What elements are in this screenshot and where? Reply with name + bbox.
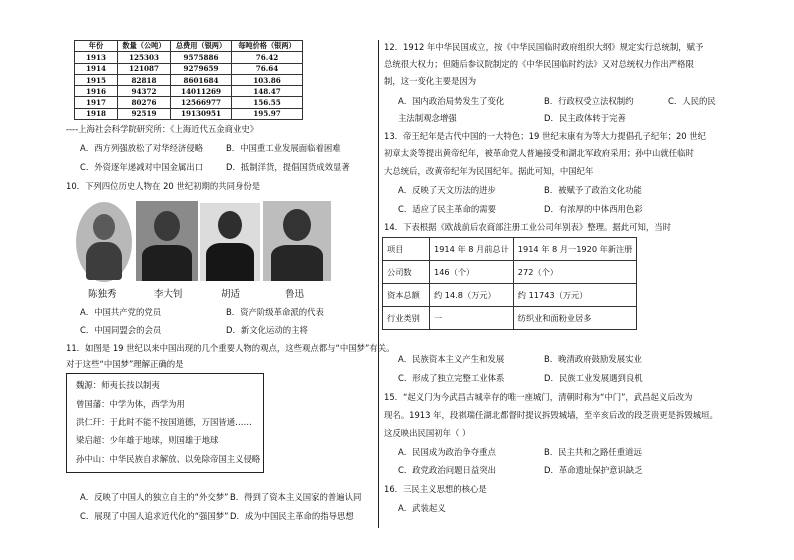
table-cell: 148.47 — [232, 86, 303, 97]
table-cell: 80276 — [118, 97, 171, 108]
q11-option-c[interactable]: C．展现了中国人追求近代化的“强国梦” — [80, 511, 229, 521]
table-row — [383, 238, 637, 261]
table-cell: 1918 — [75, 108, 118, 119]
q12-option-b[interactable]: B．行政权受立法权制约 — [544, 96, 634, 106]
quote-liang-qichao: 梁启超：少年雄于地球，则国雄于地球 — [76, 435, 219, 445]
q16-option-a[interactable]: A．武装起义 — [398, 503, 446, 513]
q14-stem: 14．下表根据《欧战前后农商部注册工业公司年别表》整理。据此可知，当时 — [384, 222, 672, 232]
table-row — [75, 63, 303, 74]
q12-option-a[interactable]: A．国内政治局势发生了变化 — [398, 96, 505, 106]
table-cell: 121087 — [118, 63, 171, 74]
q15-stem-line2: 现名。1913 年，段祺瑞任湖北都督时提议拆毁城墙，至辛亥后改的段芝贵更是拆毁城垣。 — [384, 410, 718, 420]
q12-option-c-cont: 主法制观念增强 — [398, 113, 457, 123]
table-cell: 1915 — [75, 74, 118, 85]
table-cell: 约 14.8（万元） — [430, 284, 514, 307]
table-cell: 195.97 — [232, 108, 303, 119]
q10-option-a[interactable]: A．中国共产党的党员 — [80, 307, 162, 317]
q12-stem-line2: 总统很大权力；但随后参议院制定的《中华民国临时约法》又对总统权力作出严格限 — [384, 59, 694, 69]
table-cell: 19130951 — [171, 108, 232, 119]
q12-stem-line3: 制，这一变化主要是因为 — [384, 76, 477, 86]
q10-option-b[interactable]: B．资产阶级革命派的代表 — [226, 307, 324, 317]
portrait-li-dazhao — [136, 201, 198, 281]
table-row — [383, 307, 637, 330]
q16-stem: 16．三民主义思想的核心是 — [384, 484, 487, 494]
q9-option-d[interactable]: D．抵制洋货，提倡国货成效显著 — [226, 162, 350, 172]
q14-option-a[interactable]: A．民族资本主义产生和发展 — [398, 354, 505, 364]
table-cell: 272（个） — [513, 261, 637, 284]
table-cell: 146（个） — [430, 261, 514, 284]
table-cell: 一 — [430, 307, 514, 330]
q15-option-d[interactable]: D．革命遗址保护意识缺乏 — [544, 465, 643, 475]
table-cell: 1914 — [75, 63, 118, 74]
table-cell: 1917 — [75, 97, 118, 108]
table-cell: 125303 — [118, 52, 171, 63]
table-cell: 1913 — [75, 52, 118, 63]
portrait-hu-shi — [200, 203, 260, 281]
price-table — [74, 40, 303, 120]
q10-option-d[interactable]: D．新文化运动的主将 — [226, 325, 308, 335]
table-cell: 94372 — [118, 86, 171, 97]
table-cell: 项目 — [383, 238, 430, 261]
q11-option-a[interactable]: A．反映了中国人的独立自主的“外交梦” — [80, 492, 229, 502]
portrait-chen-duxiu — [76, 202, 132, 282]
table-cell: 约 11743（万元） — [513, 284, 637, 307]
q15-stem-line3: 这反映出民国初年（ ） — [384, 428, 471, 438]
table-cell: 1916 — [75, 86, 118, 97]
table-cell: 12566977 — [171, 97, 232, 108]
q15-option-c[interactable]: C．政党政治问题日益突出 — [398, 465, 496, 475]
q13-option-c[interactable]: C．适应了民主革命的需要 — [398, 204, 496, 214]
table-cell: 1914 年 8 月前总计 — [430, 238, 514, 261]
name-lu-xun: 鲁迅 — [285, 289, 305, 300]
name-chen-duxiu: 陈独秀 — [88, 289, 117, 300]
q13-stem-line2: 初章太炎等提出黄帝纪年，被革命党人普遍接受和湖北军政府采用；孙中山就任临时 — [384, 148, 694, 158]
q10-option-c[interactable]: C．中国同盟会的会员 — [80, 325, 162, 335]
table-cell: 82818 — [118, 74, 171, 85]
q14-option-d[interactable]: D．民族工业发展遇到良机 — [544, 373, 643, 383]
table-source: ----上海社会科学院研究所：《上海近代五金商业史》 — [66, 124, 259, 134]
q11-option-b[interactable]: B．得到了资本主义国家的普遍认同 — [230, 492, 362, 502]
table-row — [75, 86, 303, 97]
q13-option-d[interactable]: D．有浓厚的中体西用色彩 — [544, 204, 643, 214]
table-cell: 76.64 — [232, 63, 303, 74]
table-cell: 14011269 — [171, 86, 232, 97]
q9-option-b[interactable]: B．中国重工业发展面临着困难 — [226, 143, 341, 153]
table-cell: 公司数 — [383, 261, 430, 284]
table-header-cell: 总费用（银两） — [171, 41, 232, 52]
table-header-row — [75, 41, 303, 52]
q13-option-b[interactable]: B．被赋予了政治文化功能 — [544, 185, 642, 195]
company-table — [382, 237, 637, 330]
table-cell: 156.55 — [232, 97, 303, 108]
q15-stem-line1: 15．“起义门为今武昌古城幸存的唯一座城门，清朝时称为“中门”，武昌起义后改为 — [384, 392, 693, 402]
table-row — [75, 108, 303, 119]
table-cell: 76.42 — [232, 52, 303, 63]
q13-stem-line3: 大总统后，改黄帝纪年为民国纪年。据此可知，中国纪年 — [384, 166, 594, 176]
q11-stem-line1: 11．如图是 19 世纪以来中国出现的几个重要人物的观点，这些观点都与“中国梦”有关。 — [66, 343, 395, 353]
table-row — [75, 52, 303, 63]
quote-wei-yuan: 魏源：师夷长技以制夷 — [76, 380, 160, 390]
q14-option-c[interactable]: C．形成了独立完整工业体系 — [398, 373, 505, 383]
quote-sun-yatsen: 孙中山：中华民族自求解放、以免除帝国主义侵略 — [76, 454, 261, 464]
name-li-dazhao: 李大钊 — [154, 289, 183, 300]
table-cell: 行业类别 — [383, 307, 430, 330]
q9-option-a[interactable]: A．西方列强放松了对华经济侵略 — [80, 143, 203, 153]
name-hu-shi: 胡适 — [221, 289, 241, 300]
q9-option-c[interactable]: C．外资逐年递减对中国金属出口 — [80, 162, 204, 172]
quote-zeng-guofan: 曾国藩：中学为体，西学为用 — [76, 399, 185, 409]
table-header-cell: 数量（公吨） — [118, 41, 171, 52]
quote-hong-rengan: 洪仁玕：于此时不能不按国道德，万国皆通…… — [76, 417, 252, 427]
q13-stem-line1: 13．帝王纪年是古代中国的一大特色；19 世纪末康有为等大力提倡孔子纪年；20 世纪 — [384, 131, 707, 141]
table-cell: 资本总额 — [383, 284, 430, 307]
table-cell: 8601684 — [171, 74, 232, 85]
q14-option-b[interactable]: B．晚清政府鼓励发展实业 — [544, 354, 642, 364]
table-header-cell: 每吨价格（银两） — [232, 41, 303, 52]
table-cell: 103.86 — [232, 74, 303, 85]
table-cell: 9575886 — [171, 52, 232, 63]
table-cell: 纺织业和面粉业居多 — [513, 307, 637, 330]
q12-option-c[interactable]: C．人民的民 — [668, 96, 716, 106]
table-row — [75, 97, 303, 108]
table-row — [383, 284, 637, 307]
q12-option-d[interactable]: D．民主政体转于完善 — [544, 113, 626, 123]
q15-option-a[interactable]: A．民国成为政治争夺重点 — [398, 447, 496, 457]
table-header-cell: 年份 — [75, 41, 118, 52]
q12-stem-line1: 12．1912 年中华民国成立，按《中华民国临时政府组织大纲》规定实行总统制，赋予 — [384, 42, 704, 52]
table-row — [383, 261, 637, 284]
q11-stem-line2: 对于这些“中国梦”理解正确的是 — [66, 359, 184, 369]
q11-option-d[interactable]: D．成为中国民主革命的指导思想 — [230, 511, 354, 521]
table-cell: 9279659 — [171, 63, 232, 74]
table-cell: 1914 年 8 月一1920 年新注册 — [513, 238, 637, 261]
q10-stem: 10．下列四位历史人物在 20 世纪初期的共同身份是 — [66, 181, 261, 191]
portrait-lu-xun — [263, 201, 331, 281]
table-row — [75, 74, 303, 85]
column-divider — [378, 40, 379, 528]
table-cell: 92519 — [118, 108, 171, 119]
q15-option-b[interactable]: B．民主共和之路任重道远 — [544, 447, 642, 457]
q13-option-a[interactable]: A．反映了天文历法的进步 — [398, 185, 496, 195]
